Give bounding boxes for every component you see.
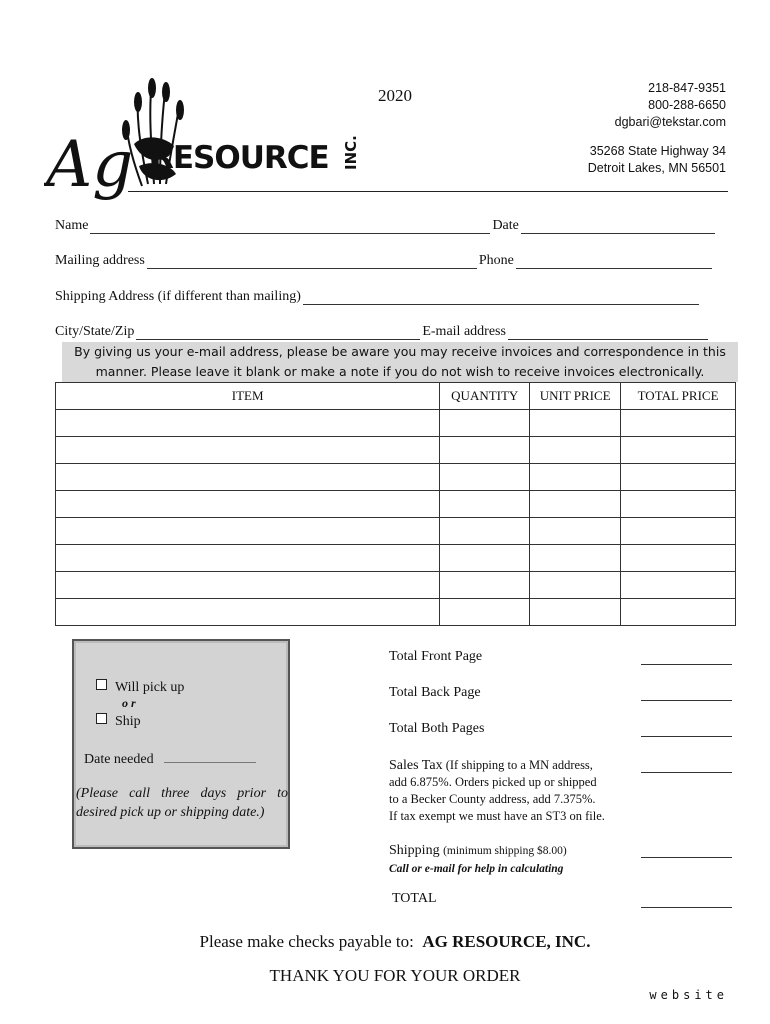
item-cell[interactable] [56,491,440,518]
total-input[interactable] [641,907,732,908]
total-front-page-input[interactable] [641,664,732,665]
unit-price-cell[interactable] [530,464,621,491]
quantity-cell[interactable] [440,410,530,437]
mailing-row [55,253,714,269]
total-label: TOTAL [392,891,437,906]
quantity-cell[interactable] [440,518,530,545]
contact-info [588,80,726,177]
table-row [56,491,736,518]
name-row [55,218,717,234]
shipping-label: Shipping [389,843,440,858]
total-price-cell[interactable] [621,464,736,491]
sales-tax-detail-4: If tax exempt we must have an ST3 on file. [389,809,605,823]
city-row [55,324,710,340]
shipping-address-input[interactable] [303,290,699,305]
header-total-price: TOTAL PRICE [621,383,736,410]
svg-text:INC.: INC. [342,135,360,170]
date-needed-input[interactable] [164,748,256,763]
email-notice [62,342,738,382]
item-cell[interactable] [56,545,440,572]
ship-checkbox[interactable] [96,713,107,724]
pickup-options-box [72,639,290,849]
svg-text:RESOURCE: RESOURCE [150,140,329,176]
pickup-note: (Please call three days prior to desired pick up or shipping date.) [76,786,288,820]
total-back-page-label: Total Back Page [389,685,481,700]
thank-you-text: THANK YOU FOR YOUR ORDER [269,966,521,985]
item-cell[interactable] [56,572,440,599]
total-front-page-label: Total Front Page [389,649,483,664]
total-price-cell[interactable] [621,572,736,599]
header-divider [128,191,728,192]
sales-tax-detail-1: (If shipping to a MN address, [445,758,593,772]
form-year: 2020 [378,86,412,105]
sales-tax-detail-2: add 6.875%. Orders picked up or shipped [389,775,597,789]
sales-tax-detail-3: to a Becker County address, add 7.375%. [389,792,596,806]
unit-price-cell[interactable] [530,599,621,626]
header-item: ITEM [56,383,440,410]
table-row [56,464,736,491]
shipping-address-row [55,289,701,305]
ship-option[interactable] [96,713,141,730]
company-name: AG RESOURCE, INC. [422,932,591,951]
unit-price-cell[interactable] [530,491,621,518]
total-price-cell[interactable] [621,491,736,518]
unit-price-cell[interactable] [530,410,621,437]
header-quantity: QUANTITY [440,383,530,410]
table-row [56,437,736,464]
will-pick-up-checkbox[interactable] [96,679,107,690]
date-needed-row [84,748,256,768]
phone-1: 218-847-9351 [648,81,726,95]
will-pick-up-label: Will pick up [115,680,185,695]
total-price-cell[interactable] [621,545,736,572]
total-price-cell[interactable] [621,599,736,626]
shipping-block [389,842,567,878]
order-table [55,382,736,626]
shipping-address-label: Shipping Address (if different than mailing) [55,289,301,304]
phone-2: 800-288-6650 [648,98,726,112]
total-back-page-input[interactable] [641,700,732,701]
name-input[interactable] [90,219,490,234]
shipping-minimum: (minimum shipping $8.00) [443,845,567,857]
address-line-1: 35268 State Highway 34 [589,144,726,158]
item-cell[interactable] [56,437,440,464]
unit-price-cell[interactable] [530,518,621,545]
table-body [56,410,736,626]
company-logo [44,74,374,204]
table-header-row [56,383,736,410]
unit-price-cell[interactable] [530,545,621,572]
mailing-address-input[interactable] [147,254,477,269]
quantity-cell[interactable] [440,464,530,491]
quantity-cell[interactable] [440,491,530,518]
ship-label: Ship [115,714,141,729]
checks-payable-label: Please make checks payable to: [199,932,414,951]
name-label: Name [55,218,89,233]
email-address-label: E-mail address [422,324,506,339]
table-row [56,572,736,599]
sales-tax-label: Sales Tax [389,758,443,773]
item-cell[interactable] [56,518,440,545]
item-cell[interactable] [56,464,440,491]
city-state-zip-input[interactable] [136,325,420,340]
item-cell[interactable] [56,410,440,437]
svg-text:Ag: Ag [46,128,134,202]
sales-tax-input[interactable] [641,772,732,773]
quantity-cell[interactable] [440,572,530,599]
email-notice-line-2: manner. Please leave it blank or make a note if you do not wish to receive invoices electronically. [95,364,705,379]
table-row [56,410,736,437]
checks-payable-line [0,932,770,952]
website-link[interactable]: website [649,988,728,1002]
email-contact: dgbari@tekstar.com [614,115,726,129]
date-needed-label: Date needed [84,752,154,767]
unit-price-cell[interactable] [530,437,621,464]
total-both-pages-label: Total Both Pages [389,721,485,736]
quantity-cell[interactable] [440,545,530,572]
phone-input[interactable] [516,254,712,269]
shipping-input[interactable] [641,857,732,858]
total-price-cell[interactable] [621,437,736,464]
table-row [56,599,736,626]
date-label: Date [492,218,519,233]
total-price-cell[interactable] [621,410,736,437]
mailing-address-label: Mailing address [55,253,145,268]
table-row [56,545,736,572]
header-unit-price: UNIT PRICE [530,383,621,410]
unit-price-cell[interactable] [530,572,621,599]
quantity-cell[interactable] [440,599,530,626]
date-input[interactable] [521,219,715,234]
city-state-zip-label: City/State/Zip [55,324,135,339]
phone-label: Phone [478,253,514,268]
item-cell[interactable] [56,599,440,626]
sales-tax-block [389,757,639,825]
shipping-help-note: Call or e-mail for help in calculating [389,863,564,875]
total-both-pages-input[interactable] [641,736,732,737]
email-notice-line-1: By giving us your e-mail address, please be aware you may receive invoices and correspondence in this [74,344,726,359]
total-price-cell[interactable] [621,518,736,545]
quantity-cell[interactable] [440,437,530,464]
table-row [56,518,736,545]
will-pick-up-option[interactable] [96,679,184,696]
address-line-2: Detroit Lakes, MN 56501 [587,161,726,175]
email-address-input[interactable] [508,325,708,340]
or-text: o r [122,696,136,710]
